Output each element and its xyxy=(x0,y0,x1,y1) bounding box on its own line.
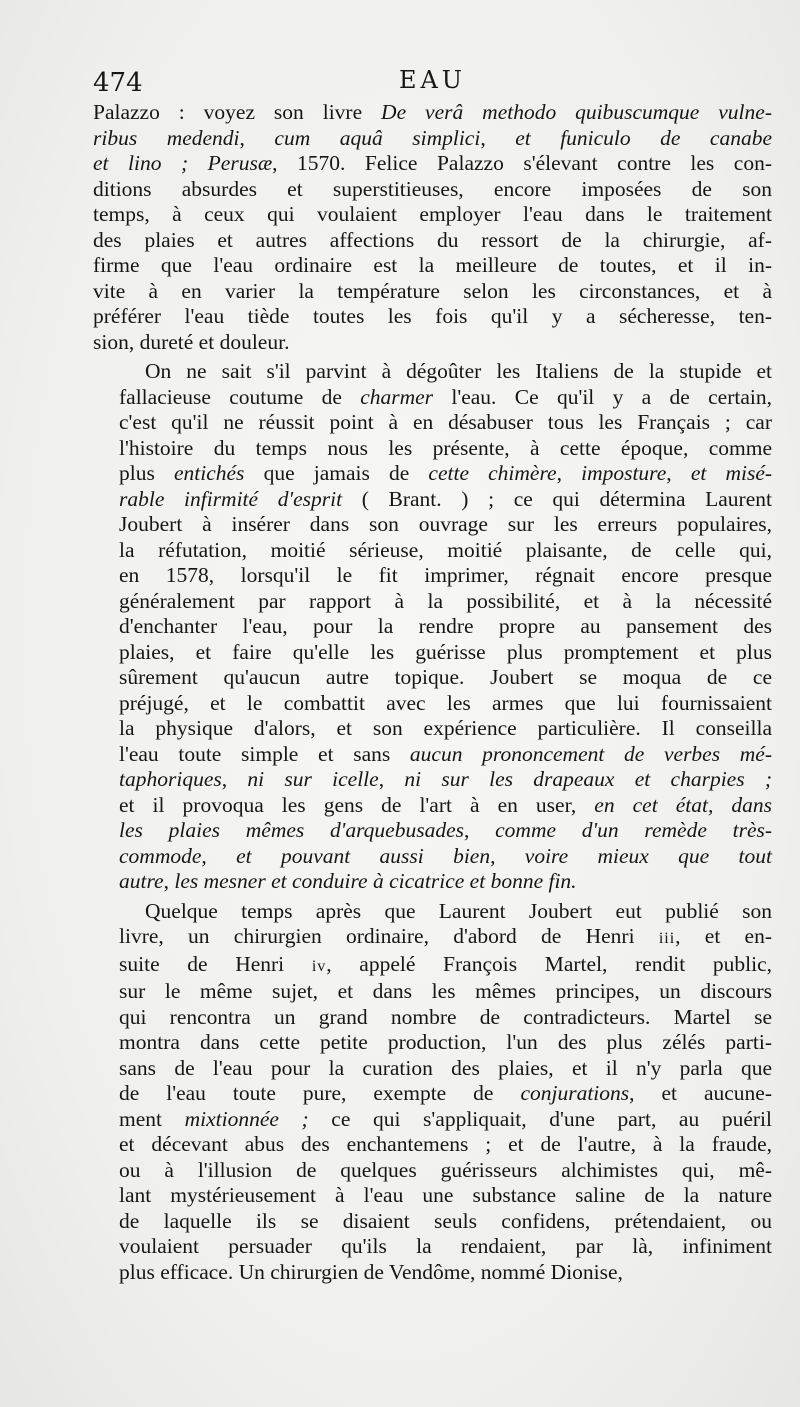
text-run: ce qui s'appliquait, d'une part, au puéril xyxy=(308,1106,772,1131)
text-run: , et aucune- xyxy=(629,1081,772,1105)
text-line xyxy=(93,614,772,640)
text-line xyxy=(93,1183,772,1209)
text-line xyxy=(93,899,772,925)
text-line xyxy=(93,1132,772,1158)
small-caps-text: iii xyxy=(658,930,676,947)
text-line xyxy=(93,1081,772,1107)
text-line xyxy=(93,767,772,793)
text-line xyxy=(93,538,772,564)
text-line xyxy=(93,330,772,356)
italic-text: comme d'un remède très- xyxy=(495,818,773,842)
text-line xyxy=(93,589,772,615)
page-header xyxy=(93,62,772,100)
text-run: ditions absurdes et superstitieuses, encore imposées de son xyxy=(93,176,772,201)
text-line xyxy=(93,461,772,487)
text-line xyxy=(93,665,772,691)
text-line xyxy=(93,1056,772,1082)
italic-text: charmer xyxy=(360,384,434,409)
text-run: sur le même sujet, et dans les mêmes principes, un discours xyxy=(119,979,772,1003)
text-line xyxy=(93,793,772,819)
italic-text: mixtionnée ; xyxy=(184,1106,309,1131)
italic-text: les mesner et conduire à cicatrice et bonne fin. xyxy=(174,869,577,893)
text-run: Quelque temps après que Laurent Joubert eut publié son xyxy=(145,898,772,923)
text-line xyxy=(93,100,772,126)
text-line xyxy=(93,1107,772,1133)
italic-text: ni sur icelle xyxy=(247,767,379,791)
text-line xyxy=(93,563,772,589)
text-line xyxy=(93,228,772,254)
paragraph xyxy=(93,359,772,895)
text-run: lant mystérieusement à l'eau une substance saline de la nature xyxy=(119,1183,772,1207)
text-run: généralement par rapport à la possibilité, et à la nécessité xyxy=(119,588,772,613)
text-run: de laquelle ils se disaient seuls confidens, prétendaient, ou xyxy=(119,1208,772,1233)
text-run: la physique d'alors, et son expérience particulière. Il conseilla xyxy=(119,716,772,740)
text-run: On ne sait s'il parvint à dégoûter les Italiens de la stupide et xyxy=(145,359,772,383)
text-line xyxy=(93,151,772,177)
text-line xyxy=(93,202,772,228)
text-line xyxy=(93,742,772,768)
italic-text: ribus medendi xyxy=(93,125,240,150)
text-line xyxy=(93,924,772,952)
text-run: , 1570. Felice Palazzo s'élevant contre les con- xyxy=(272,151,772,175)
italic-text: en cet état, dans xyxy=(594,792,772,817)
text-line xyxy=(93,640,772,666)
text-run: , xyxy=(221,767,248,791)
italic-text: De verâ methodo quibuscumque vulne- xyxy=(381,100,772,124)
text-run: , et en- xyxy=(675,924,773,948)
text-run: , xyxy=(666,461,691,485)
text-run: préjugé, et le combattit avec les armes que lui fournissaient xyxy=(119,690,772,715)
text-run: des plaies et autres affections du ressort de la chirurgie, af- xyxy=(93,227,772,252)
italic-text: et misé- xyxy=(690,461,773,485)
italic-text: commode, et pouvant aussi bien, voire mieux que tout xyxy=(119,843,772,868)
text-run: que jamais de xyxy=(244,461,429,485)
italic-text: et funiculo de canabe xyxy=(515,125,773,150)
text-line xyxy=(93,844,772,870)
text-line xyxy=(93,410,772,436)
text-run: plus efficace. Un chirurgien de Vendôme, nommé Dionise, xyxy=(119,1259,623,1284)
text-run: , appelé François Martel, rendit public, xyxy=(326,951,772,976)
text-run: l'eau toute simple et sans xyxy=(119,741,410,766)
text-line xyxy=(93,1005,772,1031)
text-run: l'eau. Ce qu'il y a de certain, xyxy=(433,384,772,409)
text-run: c'est qu'il ne réussit point à en désabuser tous les Français ; car xyxy=(119,410,772,434)
text-run: vite à en varier la température selon les circonstances, et à xyxy=(93,278,772,303)
paragraph xyxy=(93,899,772,1286)
text-run: fallacieuse coutume de xyxy=(119,384,361,409)
text-line xyxy=(93,487,772,513)
italic-text: aucun prononcement de verbes mé- xyxy=(409,741,772,766)
text-line xyxy=(93,818,772,844)
text-run: l'histoire du temps nous les présente, à cette époque, comme xyxy=(119,435,772,460)
page-number: 474 xyxy=(93,68,143,98)
text-run: suite de Henri xyxy=(119,951,312,976)
italic-text: ni sur les drapeaux et charpies ; xyxy=(404,767,773,791)
italic-text: cum aquâ simplici xyxy=(274,125,481,150)
text-run: sûrement qu'aucun autre topique. Joubert se moqua de ce xyxy=(119,665,772,689)
italic-text: rable infirmité d'esprit xyxy=(119,486,343,511)
text-run: firme que l'eau ordinaire est la meilleure de toutes, et il in- xyxy=(93,253,772,277)
text-line xyxy=(93,1234,772,1260)
text-run: Palazzo : voyez son livre xyxy=(93,100,382,124)
text-run: la réfutation, moitié sérieuse, moitié plaisante, de celle qui, xyxy=(119,537,772,562)
running-head: EAU xyxy=(398,66,467,94)
text-run: sion, dureté et douleur. xyxy=(93,329,290,354)
paragraph xyxy=(93,100,772,355)
text-run: , xyxy=(239,125,275,150)
text-run: sans de l'eau pour la curation des plaies, et il n'y parla que xyxy=(119,1055,772,1080)
small-caps-text: iv xyxy=(311,957,327,975)
text-line xyxy=(93,1209,772,1235)
text-run: , xyxy=(480,125,516,150)
text-run: qui rencontra un grand nombre de contradicteurs. Martel se xyxy=(119,1004,772,1029)
text-run: Joubert à insérer dans son ouvrage sur les erreurs populaires, xyxy=(119,512,772,536)
italic-text: autre xyxy=(119,869,164,893)
italic-text: et lino ; Perusæ xyxy=(93,151,273,175)
text-run: de l'eau toute pure, exempte de xyxy=(119,1081,521,1105)
text-run: en 1578, lorsqu'il le fit imprimer, régnait encore presque xyxy=(119,563,772,587)
text-line xyxy=(93,359,772,385)
text-line xyxy=(93,279,772,305)
text-line xyxy=(93,177,772,203)
text-line xyxy=(93,1260,772,1286)
text-run: voulaient persuader qu'ils la rendaient, par là, infiniment xyxy=(119,1234,772,1258)
text-run: ment xyxy=(119,1106,185,1131)
text-run: et décevant abus des enchantemens ; et de l'autre, à la fraude, xyxy=(119,1132,772,1156)
text-line xyxy=(93,304,772,330)
text-line xyxy=(93,253,772,279)
text-run: ( Brant. ) ; ce qui détermina Laurent xyxy=(342,486,772,511)
text-run: préférer l'eau tiède toutes les fois qu'il y a sécheresse, ten- xyxy=(93,304,772,328)
text-run: , xyxy=(378,767,405,791)
text-run: , xyxy=(556,461,582,485)
italic-text: taphoriques xyxy=(119,767,222,791)
italic-text: conjurations xyxy=(520,1081,630,1105)
text-run: d'enchanter l'eau, pour la rendre propre au pansement des xyxy=(119,614,772,638)
text-line xyxy=(93,979,772,1005)
text-line xyxy=(93,126,772,152)
text-run: , xyxy=(163,869,175,893)
text-run: temps, à ceux qui voulaient employer l'eau dans le traitement xyxy=(93,202,772,226)
text-line xyxy=(93,385,772,411)
text-line xyxy=(93,716,772,742)
body-text xyxy=(93,100,772,1285)
text-line xyxy=(93,869,772,895)
text-run: montra dans cette petite production, l'un des plus zélés parti- xyxy=(119,1030,772,1054)
text-run: livre, un chirurgien ordinaire, d'abord de Henri xyxy=(119,924,659,948)
text-line xyxy=(93,1030,772,1056)
text-line xyxy=(93,691,772,717)
text-run: , xyxy=(464,818,496,842)
text-run: et il provoqua les gens de l'art à en user, xyxy=(119,792,595,817)
text-line xyxy=(93,436,772,462)
italic-text: imposture xyxy=(581,461,667,485)
italic-text: les plaies mêmes d'arquebusades xyxy=(119,818,464,842)
italic-text: entichés xyxy=(173,461,245,485)
text-line xyxy=(93,952,772,980)
text-run: ou à l'illusion de quelques guérisseurs alchimistes qui, mê- xyxy=(119,1157,772,1182)
text-run: plaies, et faire qu'elle les guérisse plus promptement et plus xyxy=(119,639,772,664)
text-line xyxy=(93,512,772,538)
text-run: plus xyxy=(119,461,174,485)
text-line xyxy=(93,1158,772,1184)
italic-text: cette chimère xyxy=(428,461,557,485)
